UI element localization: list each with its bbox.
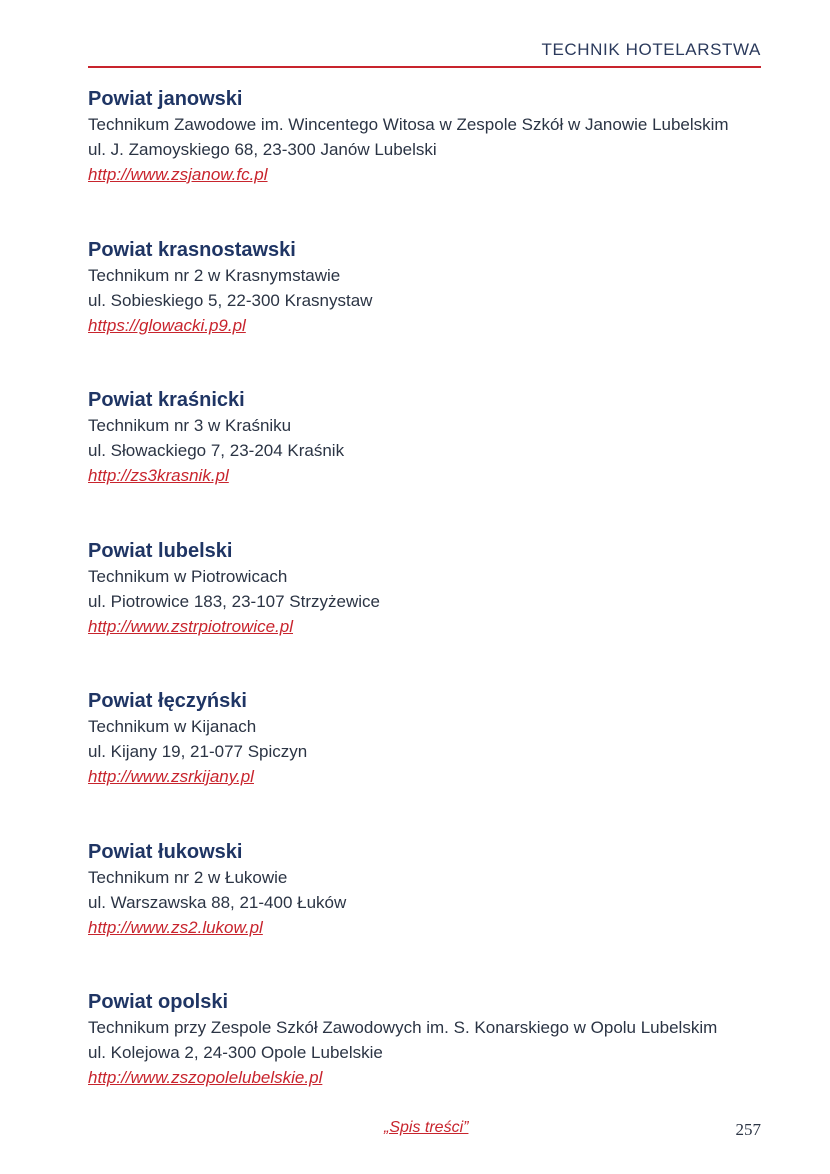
- section-title: Powiat kraśnicki: [88, 389, 245, 411]
- school-name: Technikum nr 2 w Łukowie: [88, 867, 288, 887]
- list-item: [88, 688, 761, 839]
- page-number: 257: [735, 1120, 761, 1139]
- section-title: Powiat łukowski: [88, 840, 243, 863]
- list-item: [88, 86, 761, 237]
- school-website-link[interactable]: http://www.zsrkijany.pl: [88, 767, 254, 786]
- list-item: [88, 989, 761, 1140]
- section-title: Powiat janowski: [88, 88, 243, 110]
- section-title: Powiat opolski: [88, 991, 229, 1013]
- school-website-link[interactable]: http://www.zstrpiotrowice.pl: [88, 616, 294, 636]
- school-name: Technikum nr 3 w Kraśniku: [88, 416, 292, 435]
- school-name: Technikum nr 2 w Krasnymstawie: [88, 265, 341, 285]
- list-item: [88, 237, 761, 388]
- school-name: Technikum przy Zespole Szkół Zawodowych im. S. Konarskiego w Opolu Lubelskim: [88, 1018, 718, 1037]
- list-item: [88, 538, 761, 689]
- section-title: Powiat krasnostawski: [88, 238, 296, 261]
- school-list: [88, 86, 761, 1140]
- school-name: Technikum w Piotrowicach: [88, 566, 288, 586]
- list-item: [88, 839, 761, 990]
- school-website-link[interactable]: http://www.zsjanow.fc.pl: [88, 165, 268, 184]
- school-address: ul. Sobieskiego 5, 22-300 Krasnystaw: [88, 290, 373, 310]
- page-header: [88, 36, 761, 68]
- section-title: Powiat lubelski: [88, 539, 233, 562]
- school-address: ul. Piotrowice 183, 23-107 Strzyżewice: [88, 591, 380, 611]
- school-website-link[interactable]: http://zs3krasnik.pl: [88, 466, 229, 485]
- header-title: TECHNIK HOTELARSTWA: [541, 40, 761, 59]
- school-address: ul. Kijany 19, 21-077 Spiczyn: [88, 742, 308, 761]
- table-of-contents-link[interactable]: „Spis treści”: [384, 1119, 469, 1136]
- school-address: ul. J. Zamoyskiego 68, 23-300 Janów Lubelski: [88, 140, 437, 159]
- school-website-link[interactable]: https://glowacki.p9.pl: [88, 315, 246, 335]
- school-address: ul. Kolejowa 2, 24-300 Opole Lubelskie: [88, 1043, 383, 1062]
- section-title: Powiat łęczyński: [88, 690, 247, 712]
- school-address: ul. Warszawska 88, 21-400 Łuków: [88, 892, 347, 912]
- school-website-link[interactable]: http://www.zs2.lukow.pl: [88, 917, 263, 937]
- school-website-link[interactable]: http://www.zszopolelubelskie.pl: [88, 1068, 323, 1087]
- list-item: [88, 387, 761, 538]
- school-name: Technikum Zawodowe im. Wincentego Witosa w Zespole Szkół w Janowie Lubelskim: [88, 115, 729, 134]
- school-name: Technikum w Kijanach: [88, 717, 257, 736]
- school-address: ul. Słowackiego 7, 23-204 Kraśnik: [88, 441, 345, 460]
